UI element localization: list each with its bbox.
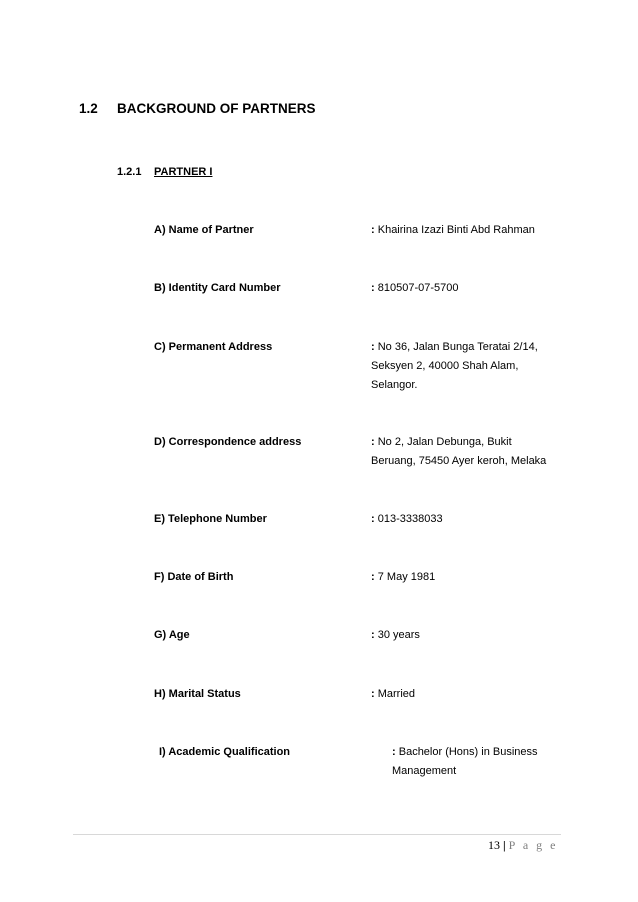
field-label-academic-qualification: I) Academic Qualification (159, 746, 291, 758)
subsection-number: 1.2.1 (117, 166, 142, 178)
footer-divider (73, 834, 561, 835)
field-value-date-of-birth: : 7 May 1981 (371, 571, 436, 583)
field-label-correspondence-address: D) Correspondence address (154, 436, 302, 448)
field-value-ic-number: : 810507-07-5700 (371, 282, 459, 294)
field-label-date-of-birth: F) Date of Birth (154, 571, 234, 583)
field-value-permanent-address: : No 36, Jalan Bunga Teratai 2/14, Seksyen 2, 40000 Shah Alam, Selangor. (371, 341, 538, 391)
field-label-name: A) Name of Partner (154, 224, 254, 236)
page-word: P a g e (508, 838, 558, 852)
section-title: BACKGROUND OF PARTNERS (117, 101, 316, 116)
field-value-name: : Khairina Izazi Binti Abd Rahman (371, 224, 535, 236)
field-label-age: G) Age (154, 629, 190, 641)
field-value-telephone: : 013-3338033 (371, 513, 443, 525)
field-value-academic-qualification: : Bachelor (Hons) in Business Management (392, 746, 538, 777)
field-value-correspondence-address: : No 2, Jalan Debunga, Bukit Beruang, 75450 Ayer keroh, Melaka (371, 436, 547, 467)
section-number: 1.2 (79, 101, 98, 116)
field-label-permanent-address: C) Permanent Address (154, 341, 273, 353)
field-value-age: : 30 years (371, 629, 420, 641)
page-separator: | (502, 838, 506, 852)
subsection-title: PARTNER I (154, 166, 213, 178)
page-number: 13 (487, 838, 500, 852)
page-footer (488, 838, 558, 853)
field-label-telephone: E) Telephone Number (154, 513, 267, 525)
field-label-ic-number: B) Identity Card Number (154, 282, 281, 294)
field-value-marital-status: : Married (371, 688, 416, 700)
field-label-marital-status: H) Marital Status (154, 688, 241, 700)
